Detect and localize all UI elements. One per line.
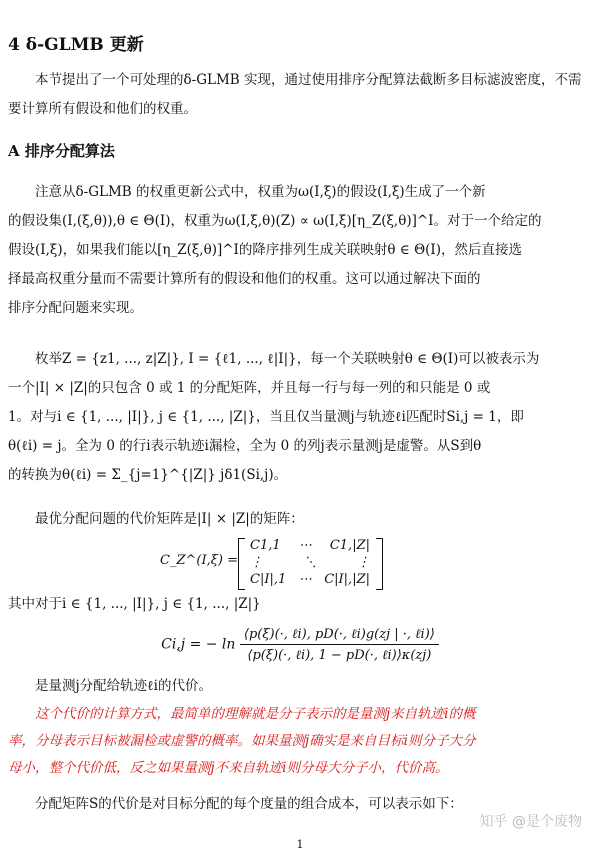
matrix-cell: ⋯ (298, 538, 312, 553)
equation-lhs: Ci,j = − ln (161, 636, 236, 653)
matrix-cell: C|I|,1 (250, 572, 287, 587)
red-annotation-line: 率，分母表示目标被漏检或虚警的概率。如果量测j确实是来自目标i则分子大分 (8, 733, 476, 749)
matrix-row (250, 555, 370, 570)
matrix-cell: ⋯ (298, 572, 312, 587)
cost-equation (0, 626, 600, 663)
matrix-cell: ⋱ (303, 555, 317, 570)
paragraph-6: 分配矩阵S的代价是对目标分配的每个度量的组合成本，可以表示如下： (35, 796, 463, 812)
paragraph-1-line: 择最高权重分量而不需要计算所有的假设和他们的权重。这可以通过解决下面的 (8, 271, 481, 287)
paragraph-1-line: 排序分配问题来实现。 (8, 300, 143, 316)
paragraph-5: 是量测j分配给轨迹ℓi的代价。 (35, 678, 212, 694)
paragraph-4: 其中对于i ∈ {1, ..., |I|}, j ∈ {1, ..., |Z|} (8, 596, 261, 612)
red-annotation-line: 母小，整个代价低，反之如果量测j不来自轨迹i则分母大分子小，代价高。 (8, 760, 449, 776)
matrix-cell: ⋮ (357, 555, 370, 570)
paragraph-1-line: 注意从δ-GLMB 的权重更新公式中，权重为ω(I,ξ)的假设(I,ξ)生成了一个新 (35, 184, 486, 200)
page-number: 1 (296, 838, 304, 851)
paragraph-3: 最优分配问题的代价矩阵是|I| × |Z|的矩阵： (35, 511, 304, 527)
equation-fraction (240, 626, 439, 663)
equation-denominator: ⟨p(ξ)(·, ℓi), 1 − pD(·, ℓi)⟩κ(zj) (247, 648, 432, 663)
matrix-cell: ⋮ (250, 555, 263, 570)
paragraph-2-line: 一个|I| × |Z|的只包含 0 或 1 的分配矩阵，并且每一行与每一列的和只能是 0 或 (8, 380, 491, 396)
red-annotation-line: 这个代价的计算方式，最简单的理解就是分子表示的是量测j来自轨迹i的概 (35, 706, 476, 722)
paragraph-1 (8, 178, 593, 323)
paragraph-2-line: 枚举Z = {z1, ..., z|Z|}, I = {ℓ1, ..., ℓ|I|}，每一个关联映射θ ∈ Θ(I)可以被表示为 (35, 351, 540, 367)
matrix-row (250, 538, 370, 553)
cost-matrix-lhs: C_Z^(I,ξ) = (160, 553, 238, 568)
paragraph-2 (8, 345, 593, 490)
left-bracket (238, 538, 245, 590)
paragraph-2-line: 的转换为θ(ℓi) = Σ_{j=1}^{|Z|} jδ1(Si,j)。 (8, 467, 288, 483)
paragraph-1-line: 的假设集(I,(ξ,θ)),θ ∈ Θ(I)，权重为ω(I,ξ,θ)(Z) ∝ ω(I,ξ)[η_Z(ξ,θ)]^I。对于一个给定的 (8, 213, 542, 229)
paragraph-2-line: θ(ℓi) = j。全为 0 的行i表示轨迹i漏检，全为 0 的列j表示量测j是虚警。从S到θ (8, 438, 482, 454)
matrix-cell: C|I|,|Z| (324, 572, 370, 587)
intro-paragraph: 本节提出了一个可处理的δ-GLMB 实现，通过使用排序分配算法截断多目标滤波密度，不需要计算所有假设和他们的权重。 (8, 72, 582, 117)
matrix-cell: C1,1 (250, 538, 281, 553)
section-title: 4 δ-GLMB 更新 (8, 35, 144, 55)
matrix-row (250, 572, 370, 587)
paragraph-1-line: 假设(I,ξ)，如果我们能以[η_Z(ξ,θ)]^I的降序排列生成关联映射θ ∈ Θ(I)，然后直接选 (8, 242, 523, 258)
right-bracket (376, 538, 383, 590)
matrix-cell: C1,|Z| (329, 538, 370, 553)
red-annotation (8, 701, 593, 782)
watermark: 知乎 @是个废物 (479, 814, 582, 830)
paragraph-2-line: 1。对与i ∈ {1, ..., |I|}, j ∈ {1, ..., |Z|}，当且仅当量测j与轨迹ℓi匹配时Si,j = 1，即 (8, 409, 524, 425)
subsection-title: A 排序分配算法 (8, 142, 115, 160)
equation-numerator: ⟨p(ξ)(·, ℓi), pD(·, ℓi)g(zj | ·, ℓi)⟩ (240, 626, 439, 645)
